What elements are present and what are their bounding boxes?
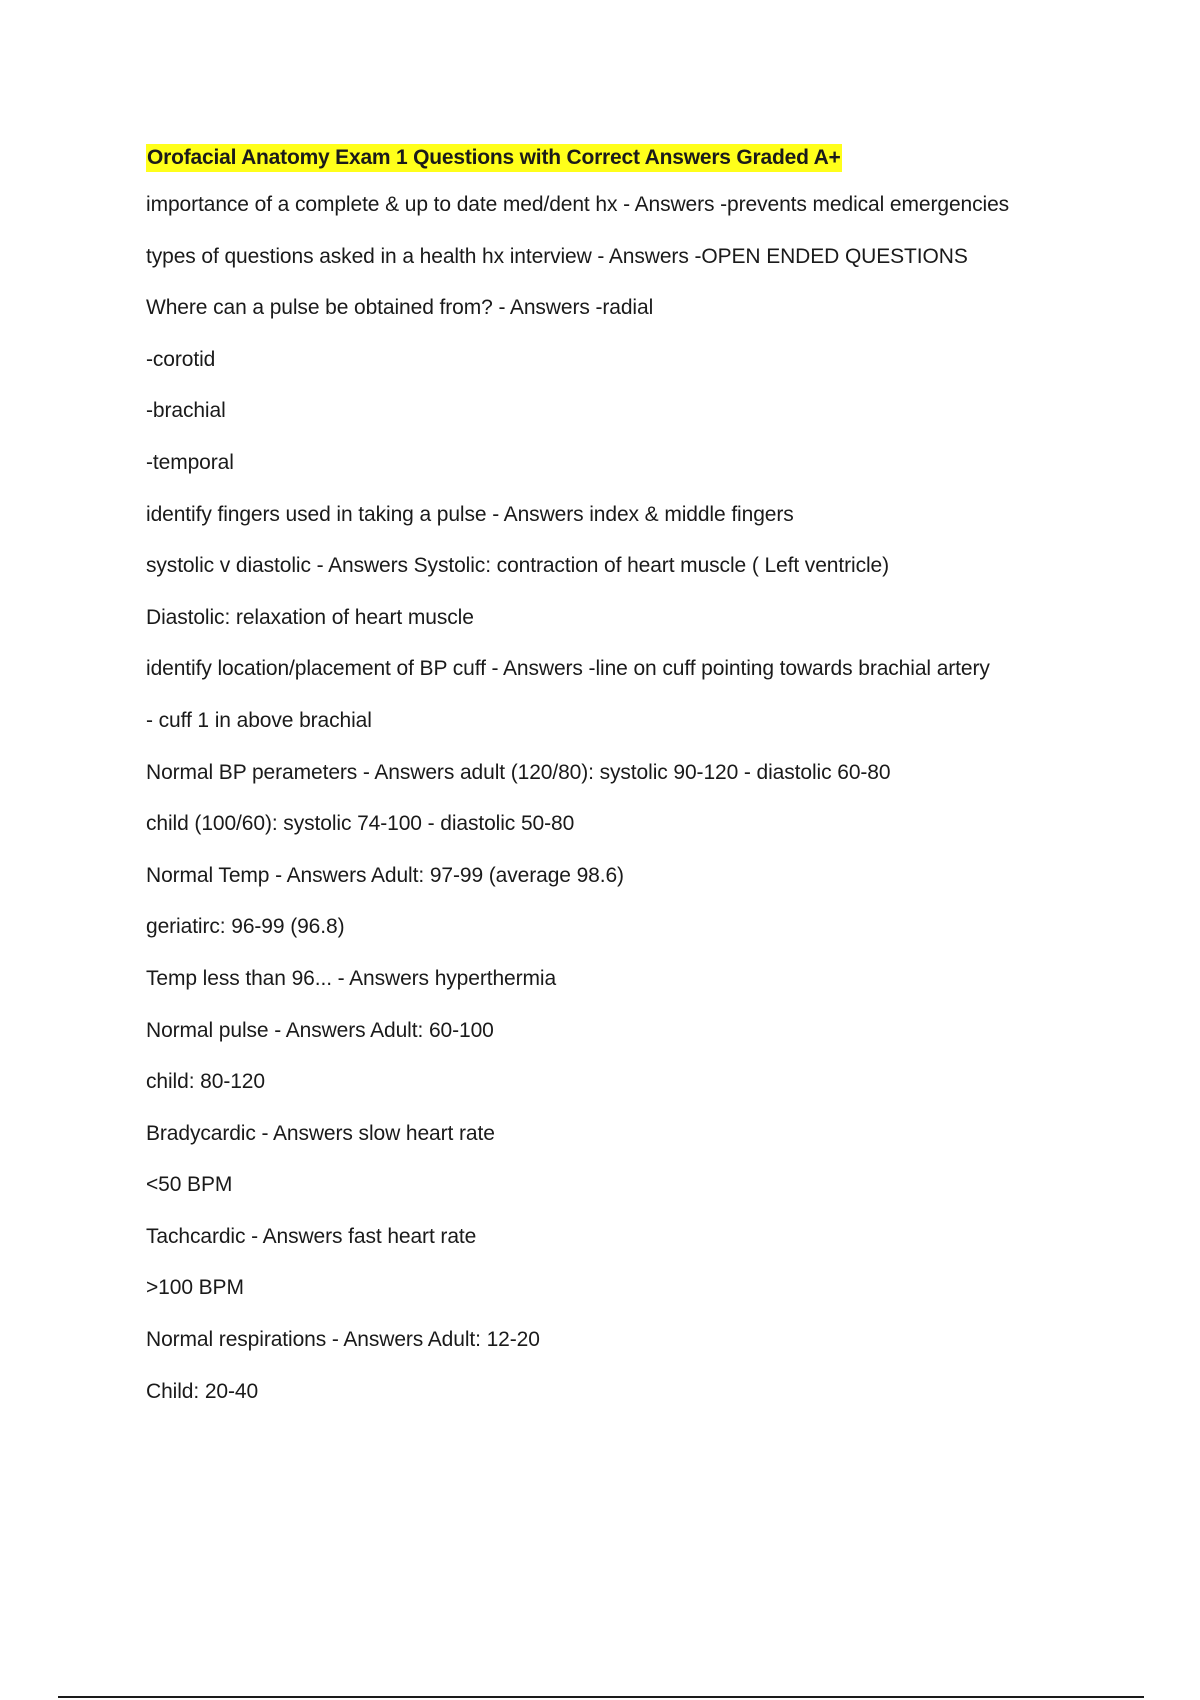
qa-line: <50 BPM bbox=[146, 1173, 233, 1197]
qa-line: systolic v diastolic - Answers Systolic: contraction of heart muscle ( Left ventricle) bbox=[146, 554, 890, 578]
qa-line: Diastolic: relaxation of heart muscle bbox=[146, 605, 474, 629]
qa-line: child: 80-120 bbox=[146, 1070, 265, 1094]
qa-line: geriatirc: 96-99 (96.8) bbox=[146, 915, 345, 939]
qa-line: identify fingers used in taking a pulse - Answers index & middle fingers bbox=[146, 502, 794, 526]
qa-line: >100 BPM bbox=[146, 1276, 244, 1300]
qa-line: Normal BP perameters - Answers adult (120/80): systolic 90-120 - diastolic 60-80 bbox=[146, 760, 891, 784]
qa-line: child (100/60): systolic 74-100 - diastolic 50-80 bbox=[146, 812, 575, 836]
document-title: Orofacial Anatomy Exam 1 Questions with Correct Answers Graded A+ bbox=[146, 144, 842, 172]
qa-line: - cuff 1 in above brachial bbox=[146, 708, 372, 732]
qa-line: -corotid bbox=[146, 347, 216, 371]
document-content bbox=[146, 144, 1106, 1417]
qa-list bbox=[146, 179, 1106, 1417]
qa-line: Normal pulse - Answers Adult: 60-100 bbox=[146, 1018, 494, 1042]
bottom-divider bbox=[58, 1696, 1144, 1698]
qa-line: Where can a pulse be obtained from? - Answers -radial bbox=[146, 296, 654, 320]
qa-line: -brachial bbox=[146, 399, 226, 423]
qa-line: types of questions asked in a health hx interview - Answers -OPEN ENDED QUESTIONS bbox=[146, 244, 968, 268]
qa-line: identify location/placement of BP cuff - Answers -line on cuff pointing towards brachial artery bbox=[146, 657, 990, 681]
qa-line: importance of a complete & up to date med/dent hx - Answers -prevents medical emergencies bbox=[146, 193, 1010, 216]
qa-line: Normal Temp - Answers Adult: 97-99 (average 98.6) bbox=[146, 863, 624, 887]
qa-line: Temp less than 96... - Answers hyperthermia bbox=[146, 966, 557, 990]
title-row bbox=[146, 144, 1106, 172]
qa-line: -temporal bbox=[146, 450, 234, 474]
qa-line: Tachcardic - Answers fast heart rate bbox=[146, 1224, 477, 1248]
qa-line: Bradycardic - Answers slow heart rate bbox=[146, 1121, 495, 1145]
qa-line: Normal respirations - Answers Adult: 12-20 bbox=[146, 1328, 540, 1352]
qa-line: Child: 20-40 bbox=[146, 1379, 259, 1403]
